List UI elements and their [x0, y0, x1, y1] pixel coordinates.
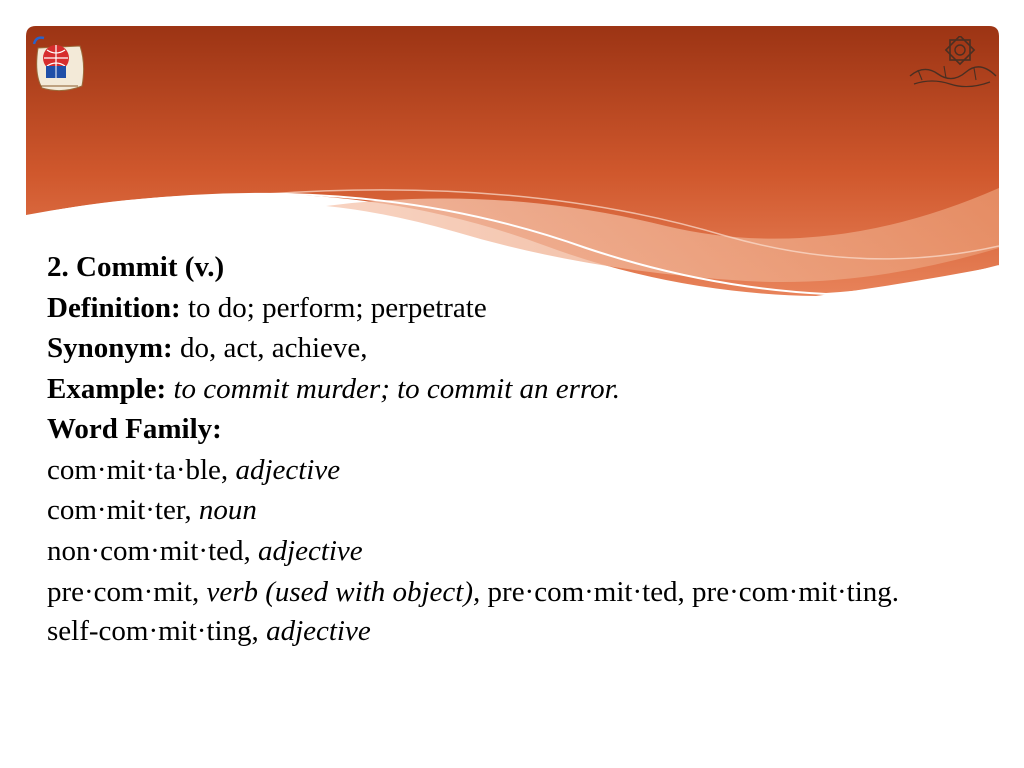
family-extra: pre·com·mit·ted, pre·com·mit·ting.	[487, 576, 900, 608]
definition-label: Definition:	[47, 291, 181, 324]
family-pos: verb (used with object),	[206, 576, 481, 608]
family-item	[47, 571, 997, 611]
synonym-line	[47, 328, 997, 369]
example-line	[47, 369, 997, 410]
family-word: com·mit·ter,	[47, 494, 192, 526]
family-pos: noun	[198, 494, 257, 526]
synonym-text: do, act, achieve,	[179, 332, 368, 364]
family-item	[47, 611, 997, 652]
vocabulary-entry	[47, 247, 997, 652]
family-pos: adjective	[258, 534, 363, 567]
family-word: pre·com·mit,	[47, 576, 200, 608]
entry-heading-text: 2. Commit (v.)	[47, 251, 225, 283]
edc-logo-icon	[32, 34, 86, 94]
entry-heading	[47, 247, 997, 288]
family-item	[47, 531, 997, 572]
synonym-label: Synonym:	[47, 332, 173, 364]
family-word: non·com·mit·ted,	[47, 534, 251, 567]
family-pos: adjective	[266, 615, 371, 647]
family-word: self-com·mit·ting,	[47, 615, 259, 647]
definition-line	[47, 288, 997, 329]
example-label: Example:	[47, 372, 167, 405]
family-item	[47, 450, 997, 491]
word-family-line	[47, 409, 997, 450]
definition-text: to do; perform; perpetrate	[187, 291, 487, 324]
family-pos: adjective	[235, 453, 341, 486]
family-item	[47, 490, 997, 531]
university-seal-logo-icon	[904, 36, 1000, 94]
example-text: to commit murder; to commit an error.	[173, 372, 620, 405]
family-word: com·mit·ta·ble,	[47, 453, 229, 486]
word-family-label: Word Family:	[47, 413, 222, 445]
